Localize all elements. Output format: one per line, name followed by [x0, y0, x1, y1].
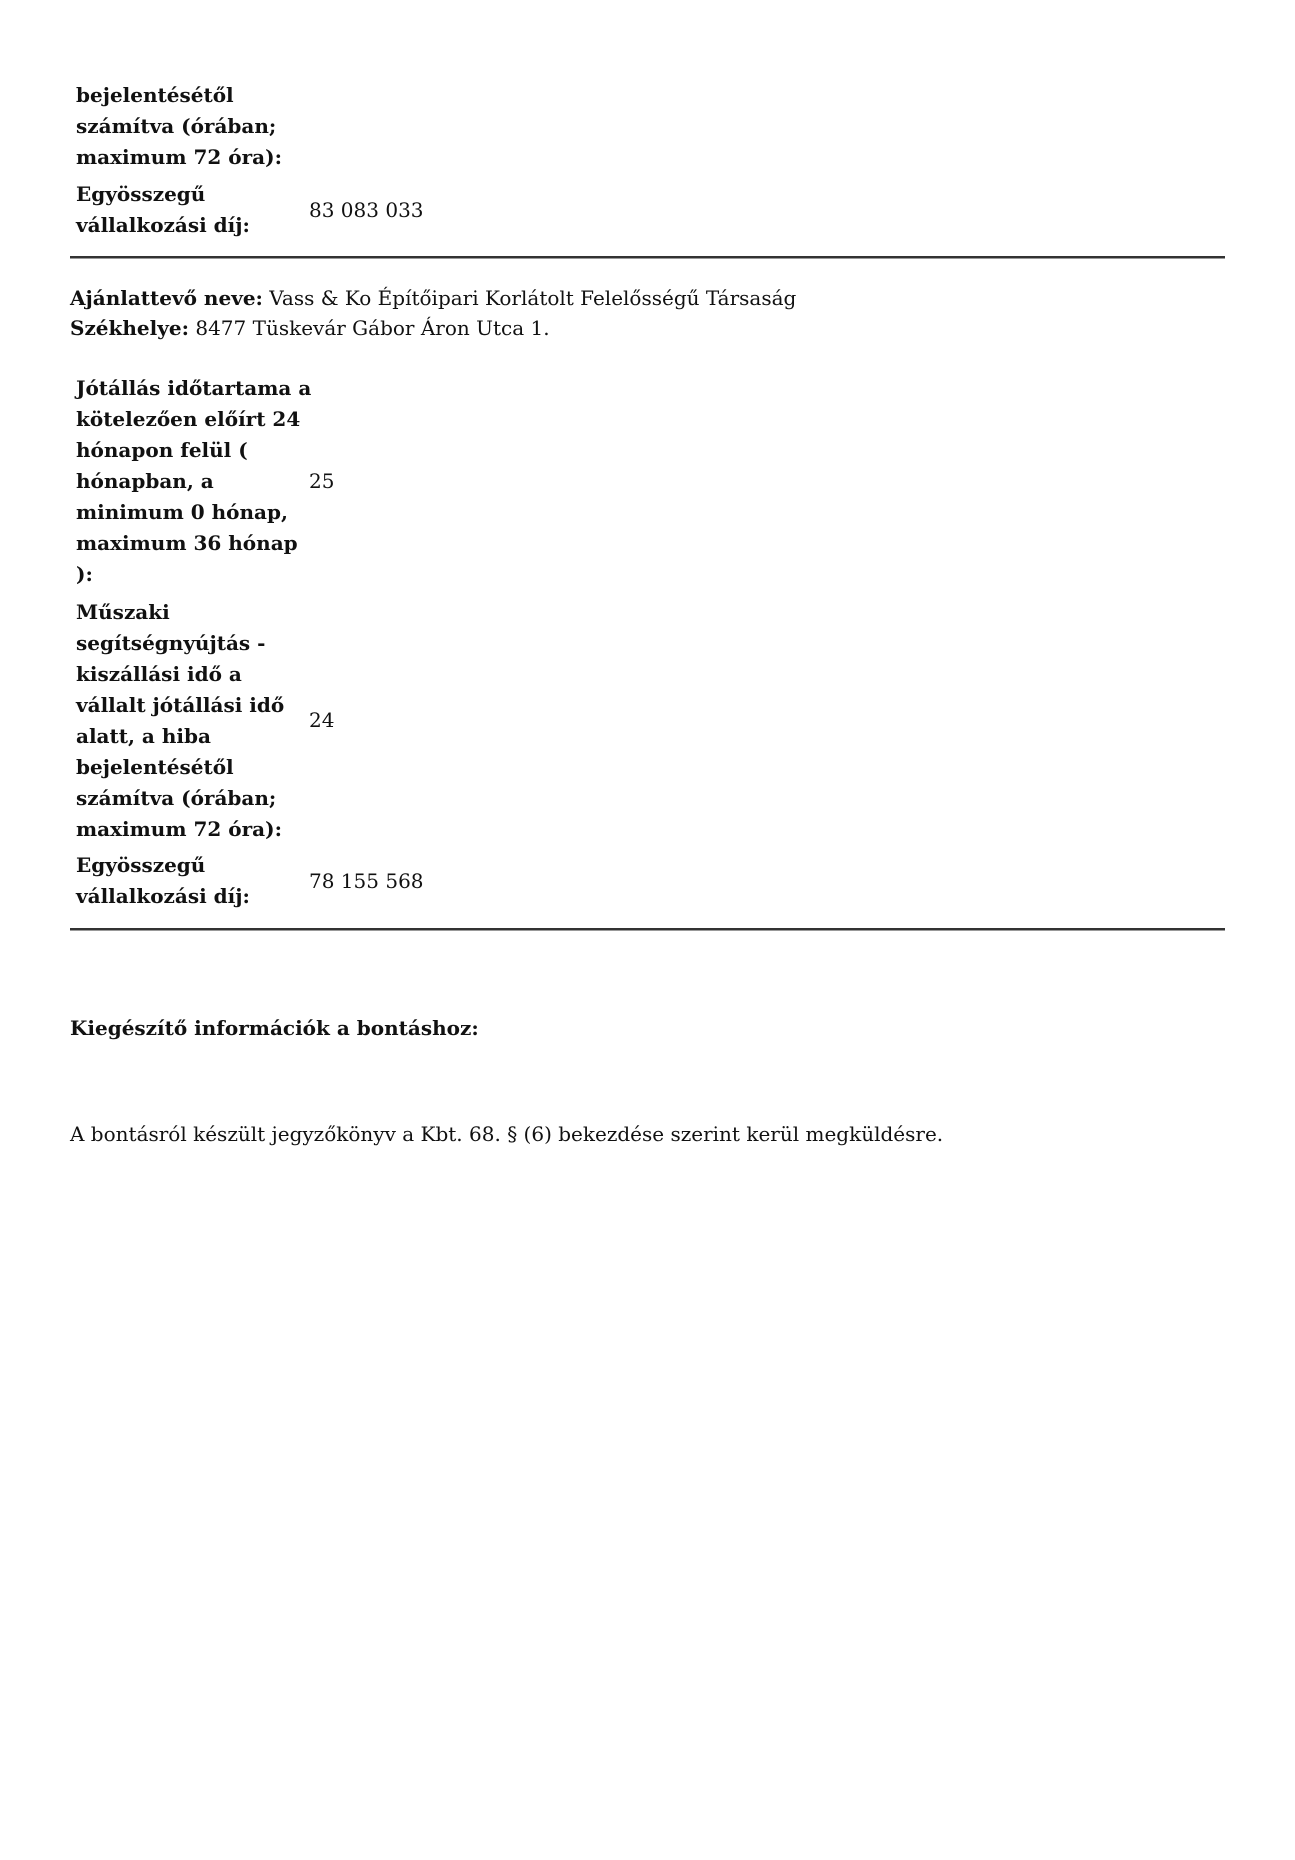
fee-label-2: Egyösszegű vállalkozási díj:: [76, 853, 250, 908]
tech-support-label-continued: bejelentésétől számítva (órában; maximum 72 óra):: [76, 83, 282, 169]
warranty-label: Jótállás időtartama a kötelezően előírt 24 hónapon felül ( hónapban, a minimum 0 hónap, maximum 36 hónap ):: [76, 376, 312, 586]
fee-label: Egyösszegű vállalkozási díj:: [76, 182, 250, 237]
fee-value: 83 083 033: [309, 198, 424, 222]
tech-support-label: Műszaki segítségnyújtás - kiszállási idő a vállalt jótállási idő alatt, a hiba bejelentésétől számítva (órában; maximum 72 óra):: [76, 600, 285, 841]
bidder-name-label: Ajánlattevő neve:: [70, 286, 263, 310]
bidder-seat-value: 8477 Tüskevár Gábor Áron Utca 1.: [195, 316, 550, 340]
bidder-name-line: [70, 283, 796, 313]
supplementary-text: A bontásról készült jegyzőkönyv a Kbt. 68. § (6) bekezdése szerint kerül megküldésre.: [70, 1122, 944, 1146]
supplementary-heading: Kiegészítő információk a bontáshoz:: [70, 1016, 479, 1040]
fee-value-2: 78 155 568: [309, 869, 424, 893]
bidder-name-value: Vass & Ko Építőipari Korlátolt Felelősségű Társaság: [269, 286, 797, 310]
bidder-seat-label: Székhelye:: [70, 316, 189, 340]
section-divider-2: [70, 928, 1225, 931]
tech-support-value: 24: [309, 708, 335, 732]
section-divider: [70, 256, 1225, 259]
warranty-value: 25: [309, 469, 335, 493]
bidder-seat-line: [70, 313, 550, 343]
